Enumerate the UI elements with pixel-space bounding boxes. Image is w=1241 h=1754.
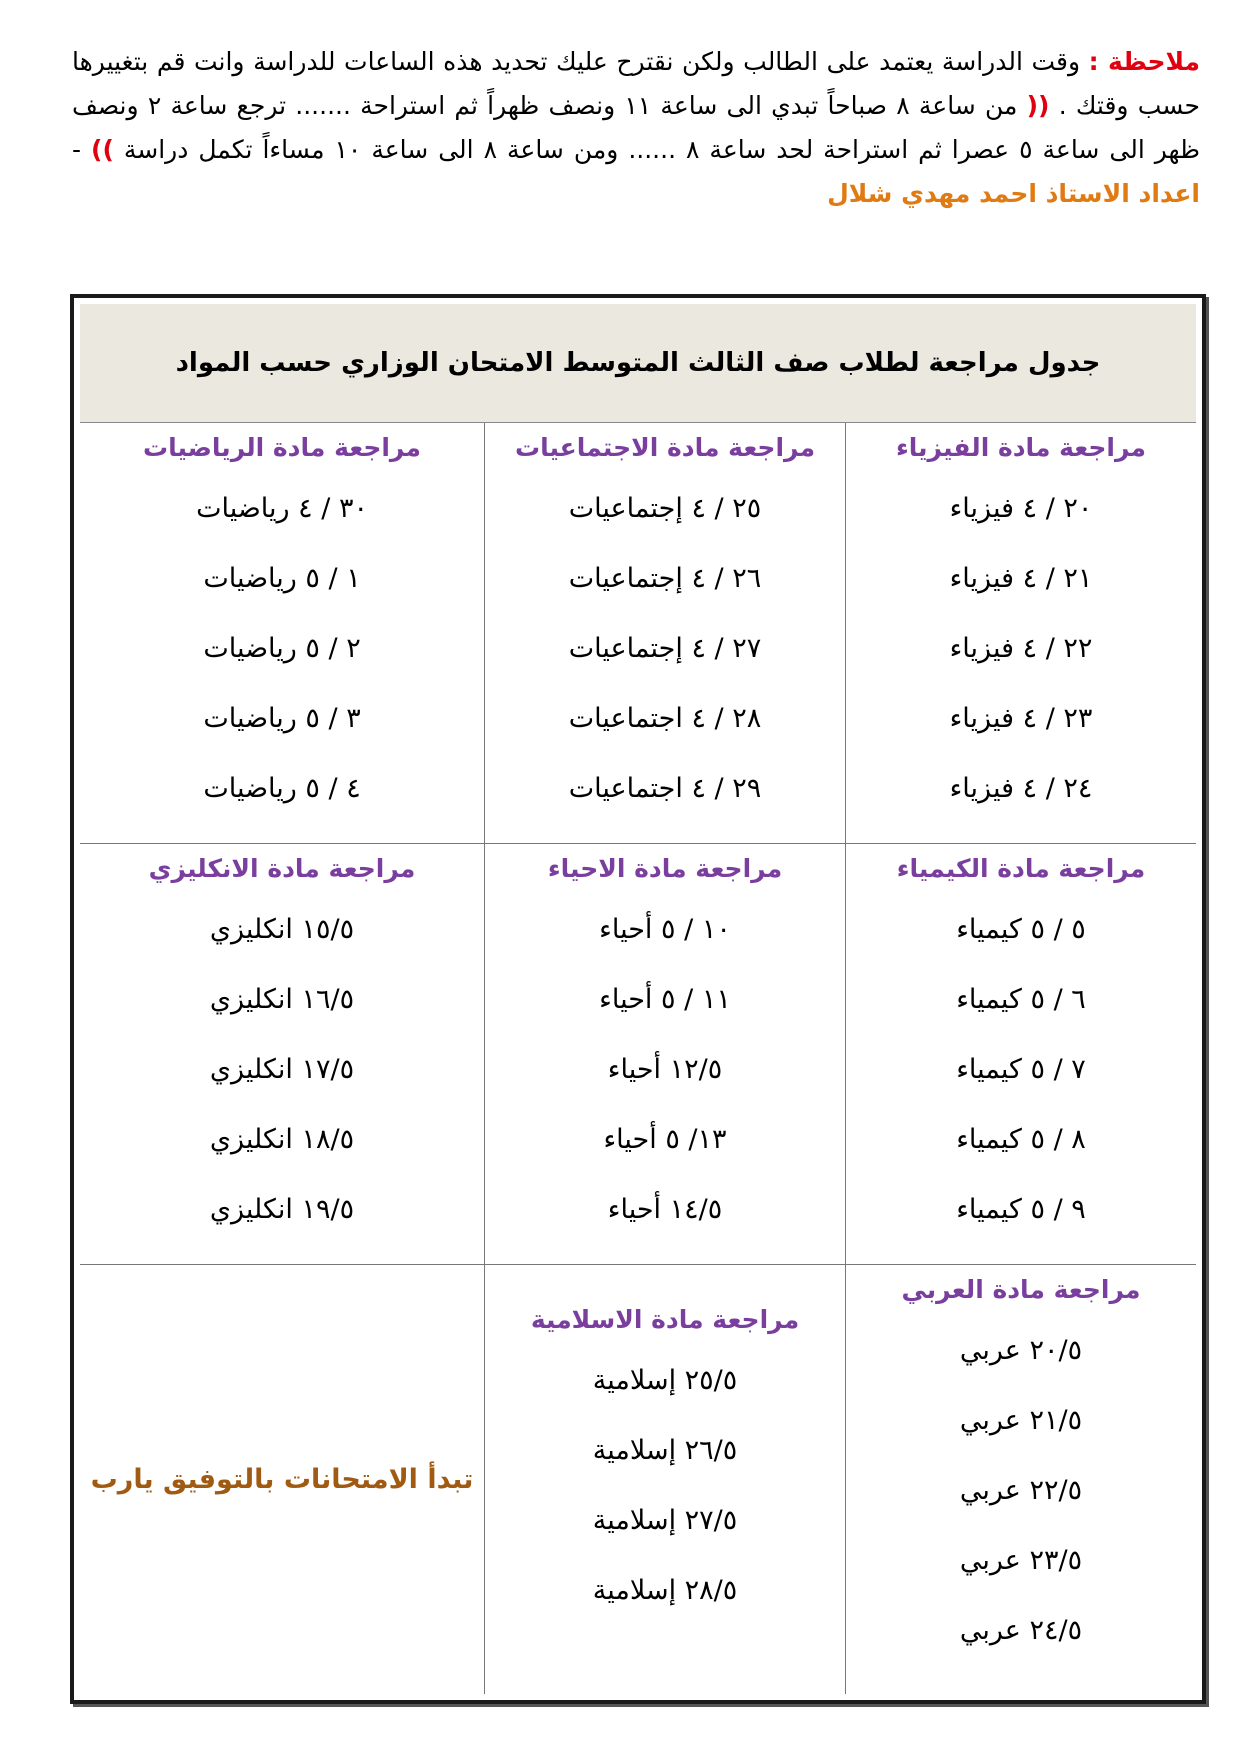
islamic-cell (484, 1265, 845, 1694)
schedule-row: ٢٣/٥ عربي (959, 1545, 1083, 1576)
author-credit: اعداد الاستاذ احمد مهدي شلال (827, 179, 1200, 208)
schedule-close-bracket: )) (91, 135, 114, 164)
schedule-row: ٢١/٥ عربي (959, 1405, 1083, 1436)
schedule-row: ٢٨ / ٤ اجتماعيات (568, 703, 762, 734)
note-dash: - (72, 135, 82, 164)
schedule-row: ٣ / ٥ رياضيات (203, 703, 361, 734)
schedule-row: ١٤/٥ أحياء (607, 1194, 723, 1225)
closing-cell (80, 1265, 484, 1694)
schedule-row: ١١ / ٥ أحياء (599, 984, 731, 1015)
schedule-row: ٢١ / ٤ فيزياء (949, 563, 1093, 594)
chemistry-cell (845, 844, 1196, 1265)
section-title: مراجعة مادة الانكليزي (148, 854, 416, 883)
schedule-row: ٢٧ / ٤ إجتماعيات (568, 633, 762, 664)
schedule-row: ٧ / ٥ كيمياء (956, 1054, 1086, 1085)
schedule-open-bracket: (( (1026, 91, 1050, 120)
schedule-row: ٢٣ / ٤ فيزياء (949, 703, 1093, 734)
schedule-row: ٢٠ / ٤ فيزياء (949, 493, 1093, 524)
schedule-row: ٦ / ٥ كيمياء (956, 984, 1086, 1015)
math-cell (80, 423, 484, 844)
schedule-row: ٨ / ٥ كيمياء (956, 1124, 1086, 1155)
section-title: مراجعة مادة الاسلامية (530, 1305, 800, 1334)
arabic-cell (845, 1265, 1196, 1694)
social-studies-cell (484, 423, 845, 844)
biology-cell (484, 844, 845, 1265)
schedule-row: ١٧/٥ انكليزي (209, 1054, 355, 1085)
schedule-row: ١٨/٥ انكليزي (209, 1124, 355, 1155)
schedule-row: ٢٦/٥ إسلامية (592, 1435, 738, 1466)
schedule-row: ٢٢ / ٤ فيزياء (949, 633, 1093, 664)
schedule-row: ٢٠/٥ عربي (959, 1335, 1083, 1366)
section-title: مراجعة مادة العربي (901, 1275, 1141, 1304)
physics-cell (845, 423, 1196, 844)
schedule-row: ٢٥/٥ إسلامية (592, 1365, 738, 1396)
section-title: مراجعة مادة الفيزياء (896, 433, 1147, 462)
note-schedule: من ساعة ٨ صباحاً تبدي الى ساعة ١١ ونصف ظهراً ثم استراحة ....... ترجع ساعة ٢ ونصف ظهر الى ساعة ٥ عصرا ثم استراحة لحد ساعة ٨ ...... ومن ساعة ٨ الى ساعة ١٠ مساءاً تكمل دراسة (72, 91, 1200, 164)
schedule-row: ٢٤ / ٤ فيزياء (949, 773, 1093, 804)
schedule-row: ٩ / ٥ كيمياء (956, 1194, 1086, 1225)
review-schedule-grid (80, 423, 1196, 1694)
schedule-row: ٢٧/٥ إسلامية (592, 1505, 738, 1536)
schedule-row: ١٦/٥ انكليزي (209, 984, 355, 1015)
schedule-row: ١٥/٥ انكليزي (209, 914, 355, 945)
note-label: ملاحظة : (1088, 47, 1200, 76)
section-title: مراجعة مادة الرياضيات (143, 433, 421, 462)
section-title: مراجعة مادة الكيمياء (896, 854, 1146, 883)
table-title-text: جدول مراجعة لطلاب صف الثالث المتوسط الامتحان الوزاري حسب المواد (175, 348, 1101, 378)
study-time-note (72, 40, 1200, 216)
schedule-row: ٤ / ٥ رياضيات (203, 773, 361, 804)
english-cell (80, 844, 484, 1265)
note-text: وقت الدراسة يعتمد على الطالب ولكن نقترح عليك تحديد هذه الساعات للدراسة وانت قم بتغييرها حسب وقتك . (72, 47, 1200, 120)
table-title (80, 304, 1196, 423)
schedule-row: ٥ / ٥ كيمياء (956, 914, 1086, 945)
section-title: مراجعة مادة الاحياء (547, 854, 783, 883)
schedule-row: ٢ / ٥ رياضيات (203, 633, 361, 664)
schedule-row: ٢٢/٥ عربي (959, 1475, 1083, 1506)
closing-message: تبدأ الامتحانات بالتوفيق يارب (90, 1464, 474, 1495)
schedule-row: ٣٠ / ٤ رياضيات (196, 493, 368, 524)
schedule-row: ٢٩ / ٤ اجتماعيات (568, 773, 762, 804)
schedule-row: ٢٦ / ٤ إجتماعيات (568, 563, 762, 594)
schedule-row: ١٢/٥ أحياء (607, 1054, 723, 1085)
schedule-row: ٢٨/٥ إسلامية (592, 1575, 738, 1606)
schedule-row: ١٣/ ٥ أحياء (603, 1124, 727, 1155)
section-title: مراجعة مادة الاجتماعيات (514, 433, 816, 462)
schedule-row: ١٩/٥ انكليزي (209, 1194, 355, 1225)
schedule-row: ٢٥ / ٤ إجتماعيات (568, 493, 762, 524)
schedule-row: ١ / ٥ رياضيات (203, 563, 361, 594)
schedule-row: ١٠ / ٥ أحياء (599, 914, 731, 945)
schedule-row: ٢٤/٥ عربي (959, 1615, 1083, 1646)
